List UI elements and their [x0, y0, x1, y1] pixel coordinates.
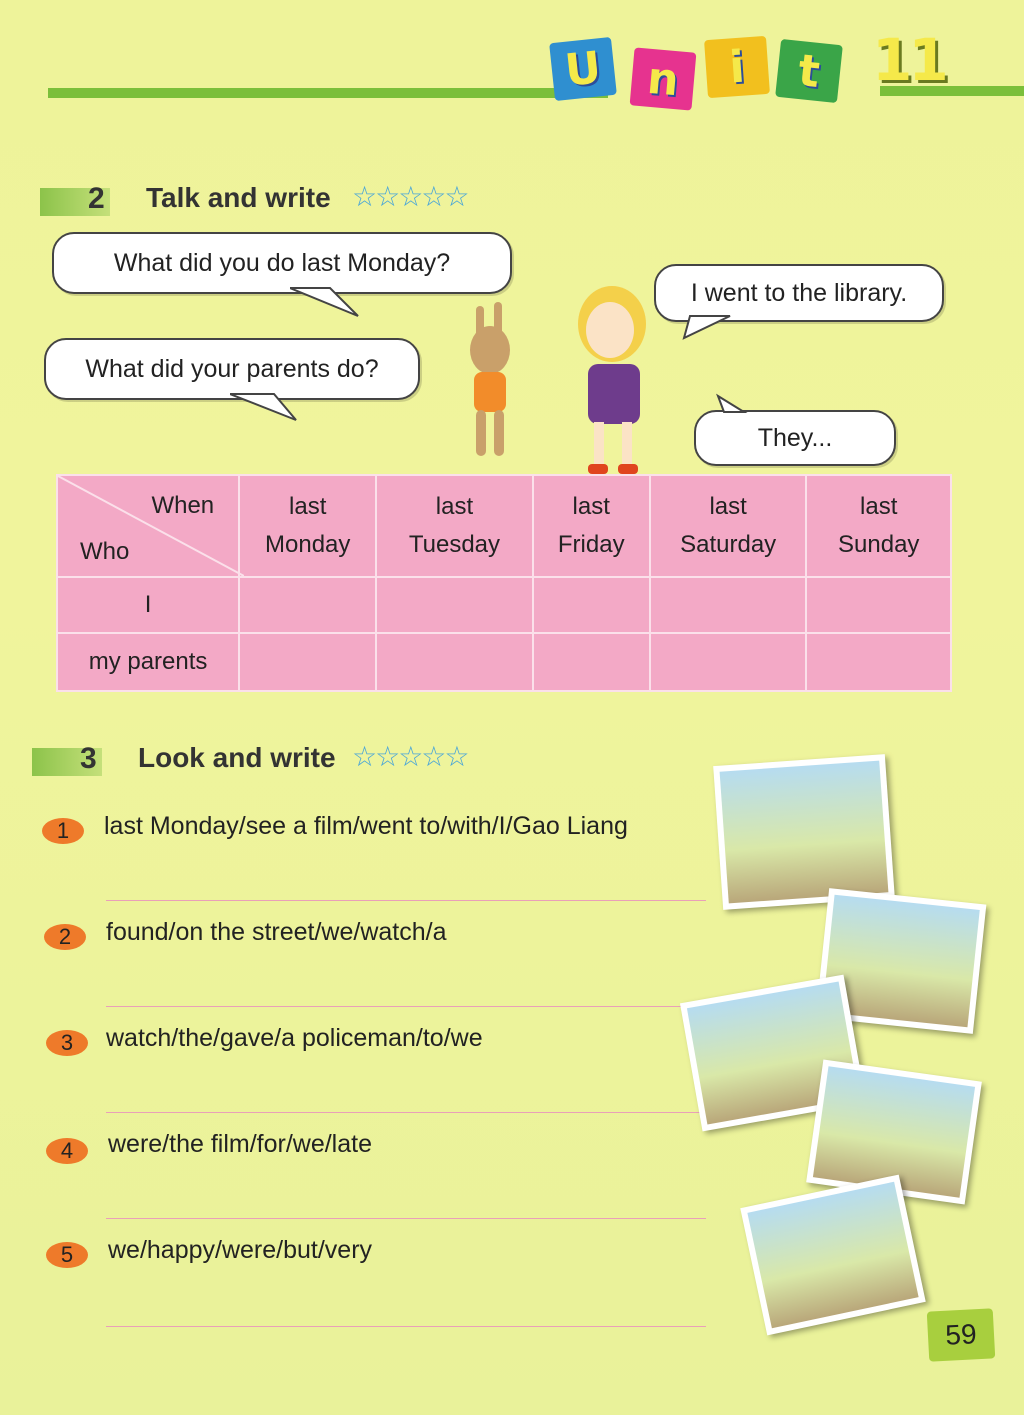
speech-bubble-question-2: What did your parents do?	[44, 338, 420, 400]
girl-illustration	[566, 272, 666, 482]
corner-when-label: When	[151, 492, 215, 519]
item-prompt: last Monday/see a film/went to/with/I/Gao Liang	[104, 812, 628, 840]
column-header: last Sunday	[806, 475, 951, 577]
bubble-tail	[680, 314, 750, 342]
table-cell[interactable]	[533, 577, 650, 633]
bubble-tail	[230, 392, 310, 426]
item-prompt: found/on the street/we/watch/a	[106, 918, 447, 946]
item-number-badge: 3	[46, 1030, 88, 1056]
table-cell[interactable]	[376, 633, 532, 691]
item-prompt: were/the film/for/we/late	[108, 1130, 372, 1158]
page-number: 59	[927, 1308, 996, 1361]
header-bar	[48, 88, 608, 98]
item-number-badge: 2	[44, 924, 86, 950]
answer-line[interactable]	[106, 900, 706, 901]
table-cell[interactable]	[650, 633, 807, 691]
table-row	[57, 577, 951, 633]
unit-letter-tile: t	[775, 39, 843, 103]
answer-line[interactable]	[106, 1218, 706, 1219]
item-prompt: we/happy/were/but/very	[108, 1236, 373, 1264]
item-prompt: watch/the/gave/a policeman/to/we	[106, 1024, 483, 1052]
rabbit-illustration	[440, 290, 540, 470]
column-header: last Friday	[533, 475, 650, 577]
table-row	[57, 633, 951, 691]
column-header: last Saturday	[650, 475, 807, 577]
column-header: last Tuesday	[376, 475, 532, 577]
table-cell[interactable]	[533, 633, 650, 691]
table-cell[interactable]	[376, 577, 532, 633]
speech-bubble-answer-1: I went to the library.	[654, 264, 944, 322]
table-cell[interactable]	[650, 577, 807, 633]
scene-picture-5	[740, 1175, 925, 1336]
row-label: I	[57, 577, 239, 633]
table-corner-cell	[57, 475, 239, 577]
item-number-badge: 5	[46, 1242, 88, 1268]
table-cell[interactable]	[806, 577, 951, 633]
rating-stars: ☆☆☆☆☆	[352, 741, 468, 772]
bubble-tail	[714, 392, 764, 414]
answer-line[interactable]	[106, 1112, 706, 1113]
table-cell[interactable]	[806, 633, 951, 691]
item-number-badge: 4	[46, 1138, 88, 1164]
scene-picture-1	[713, 754, 895, 910]
bubble-tail	[290, 286, 370, 322]
table-cell[interactable]	[239, 633, 376, 691]
item-number-badge: 1	[42, 818, 84, 844]
corner-who-label: Who	[80, 538, 130, 565]
unit-letter-tile: U	[549, 37, 617, 101]
section-title: Talk and write	[146, 182, 331, 213]
unit-number: 11	[872, 26, 945, 94]
speech-bubble-question-1: What did you do last Monday?	[52, 232, 512, 294]
section-number: 3	[80, 742, 97, 775]
table-cell[interactable]	[239, 577, 376, 633]
unit-letter-tile: n	[630, 47, 697, 110]
answer-line[interactable]	[106, 1006, 706, 1007]
column-header: last Monday	[239, 475, 376, 577]
row-label: my parents	[57, 633, 239, 691]
section-title: Look and write	[138, 742, 336, 773]
answer-line[interactable]	[106, 1326, 706, 1327]
schedule-table	[56, 474, 952, 692]
unit-letter-tile: i	[704, 36, 770, 98]
section-number: 2	[88, 182, 105, 215]
speech-bubble-answer-2: They...	[694, 410, 896, 466]
rating-stars: ☆☆☆☆☆	[352, 181, 468, 212]
